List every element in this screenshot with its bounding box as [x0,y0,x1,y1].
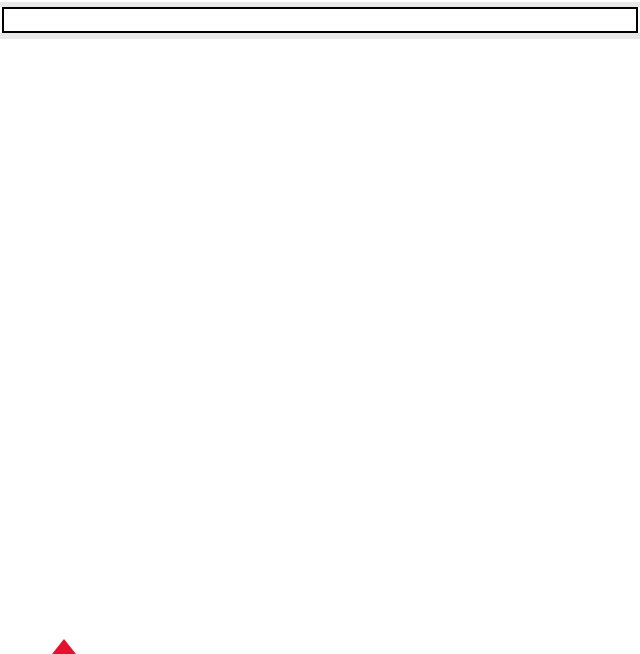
closed-banner [2,7,638,33]
separator-band [0,33,640,39]
red-flag-marker [52,639,76,654]
